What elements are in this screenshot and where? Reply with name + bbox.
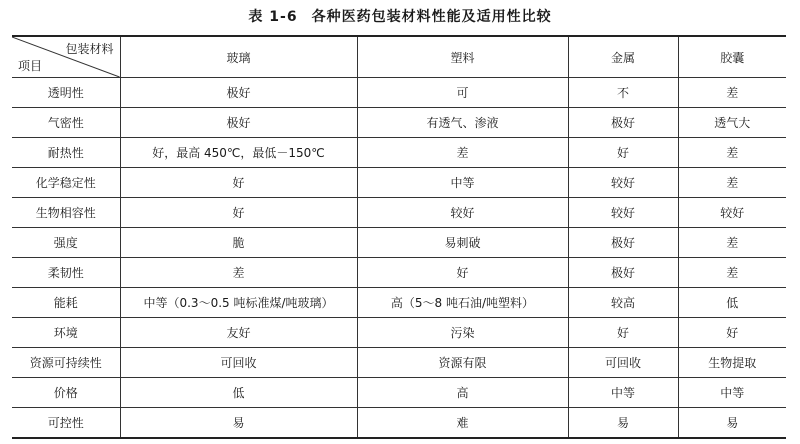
table-cell: 较好 <box>357 198 568 228</box>
row-label: 生物相容性 <box>12 198 120 228</box>
table-cell: 极好 <box>568 228 678 258</box>
row-label: 资源可持续性 <box>12 348 120 378</box>
table-cell: 有透气、渗液 <box>357 108 568 138</box>
table-cell: 差 <box>678 138 786 168</box>
row-label: 价格 <box>12 378 120 408</box>
table-cell: 较好 <box>678 198 786 228</box>
table-cell: 极好 <box>120 78 357 108</box>
table-cell: 可回收 <box>120 348 357 378</box>
row-label: 能耗 <box>12 288 120 318</box>
table-cell: 生物提取 <box>678 348 786 378</box>
table-cell: 极好 <box>568 108 678 138</box>
table-caption <box>0 6 800 26</box>
table-cell: 极好 <box>568 258 678 288</box>
row-label: 强度 <box>12 228 120 258</box>
corner-label-item: 项目 <box>18 59 43 73</box>
table-cell: 好 <box>568 138 678 168</box>
comparison-table <box>12 35 786 439</box>
table-cell: 差 <box>678 258 786 288</box>
table-title: 各种医药包装材料性能及适用性比较 <box>311 9 552 25</box>
table-row <box>12 348 786 378</box>
header-row <box>12 36 786 78</box>
table-cell: 易 <box>568 408 678 439</box>
row-label: 耐热性 <box>12 138 120 168</box>
table-cell: 透气大 <box>678 108 786 138</box>
table-cell: 可回收 <box>568 348 678 378</box>
table-row <box>12 198 786 228</box>
table-cell: 可 <box>357 78 568 108</box>
table-cell: 易刺破 <box>357 228 568 258</box>
table-row <box>12 288 786 318</box>
table-cell: 易 <box>120 408 357 439</box>
row-label: 化学稳定性 <box>12 168 120 198</box>
table-cell: 好 <box>678 318 786 348</box>
table-cell: 污染 <box>357 318 568 348</box>
table-cell: 低 <box>678 288 786 318</box>
table-cell: 中等（0.3～0.5 吨标准煤/吨玻璃） <box>120 288 357 318</box>
table-cell: 好 <box>568 318 678 348</box>
table-row <box>12 108 786 138</box>
table-cell: 易 <box>726 416 739 430</box>
column-header-glass: 玻璃 <box>120 36 357 78</box>
table-cell: 中等 <box>357 168 568 198</box>
column-header-plastic: 塑料 <box>357 36 568 78</box>
table-row <box>12 378 786 408</box>
table-cell: 较好 <box>568 198 678 228</box>
table-cell: 较高 <box>568 288 678 318</box>
table-row <box>12 318 786 348</box>
table-cell: 差 <box>120 258 357 288</box>
column-header-metal: 金属 <box>568 36 678 78</box>
table-cell: 极好 <box>120 108 357 138</box>
table-cell: 差 <box>678 228 786 258</box>
table-number: 表 1-6 <box>248 9 298 25</box>
table-cell: 高（5～8 吨石油/吨塑料） <box>357 288 568 318</box>
table-cell: 差 <box>678 168 786 198</box>
table-cell: 好 <box>357 258 568 288</box>
table-cell: 难 <box>357 408 568 439</box>
row-label: 可控性 <box>12 408 120 439</box>
table-cell: 低 <box>120 378 357 408</box>
table-row <box>12 258 786 288</box>
table-cell: 脆 <box>120 228 357 258</box>
corner-header-cell <box>12 36 120 78</box>
table-cell: 中等 <box>678 378 786 408</box>
row-label: 环境 <box>12 318 120 348</box>
table-cell: 不 <box>568 78 678 108</box>
table-row <box>12 168 786 198</box>
table-cell: 友好 <box>120 318 357 348</box>
table-cell: 差 <box>357 138 568 168</box>
table-row <box>12 408 786 439</box>
table-cell: 差 <box>678 78 786 108</box>
row-label: 气密性 <box>12 108 120 138</box>
corner-label-material: 包装材料 <box>65 42 114 56</box>
table-cell: 好，最高 450℃，最低－150℃ <box>120 138 357 168</box>
column-header-capsule: 胶囊 <box>678 36 786 78</box>
table-row <box>12 228 786 258</box>
table-cell: 较好 <box>568 168 678 198</box>
table-cell: 好 <box>120 168 357 198</box>
table-cell: 好 <box>120 198 357 228</box>
table-cell: 中等 <box>568 378 678 408</box>
table-cell: 高 <box>357 378 568 408</box>
table-row <box>12 78 786 108</box>
row-label: 柔韧性 <box>12 258 120 288</box>
table-cell: 资源有限 <box>357 348 568 378</box>
row-label: 透明性 <box>12 78 120 108</box>
table-row <box>12 138 786 168</box>
